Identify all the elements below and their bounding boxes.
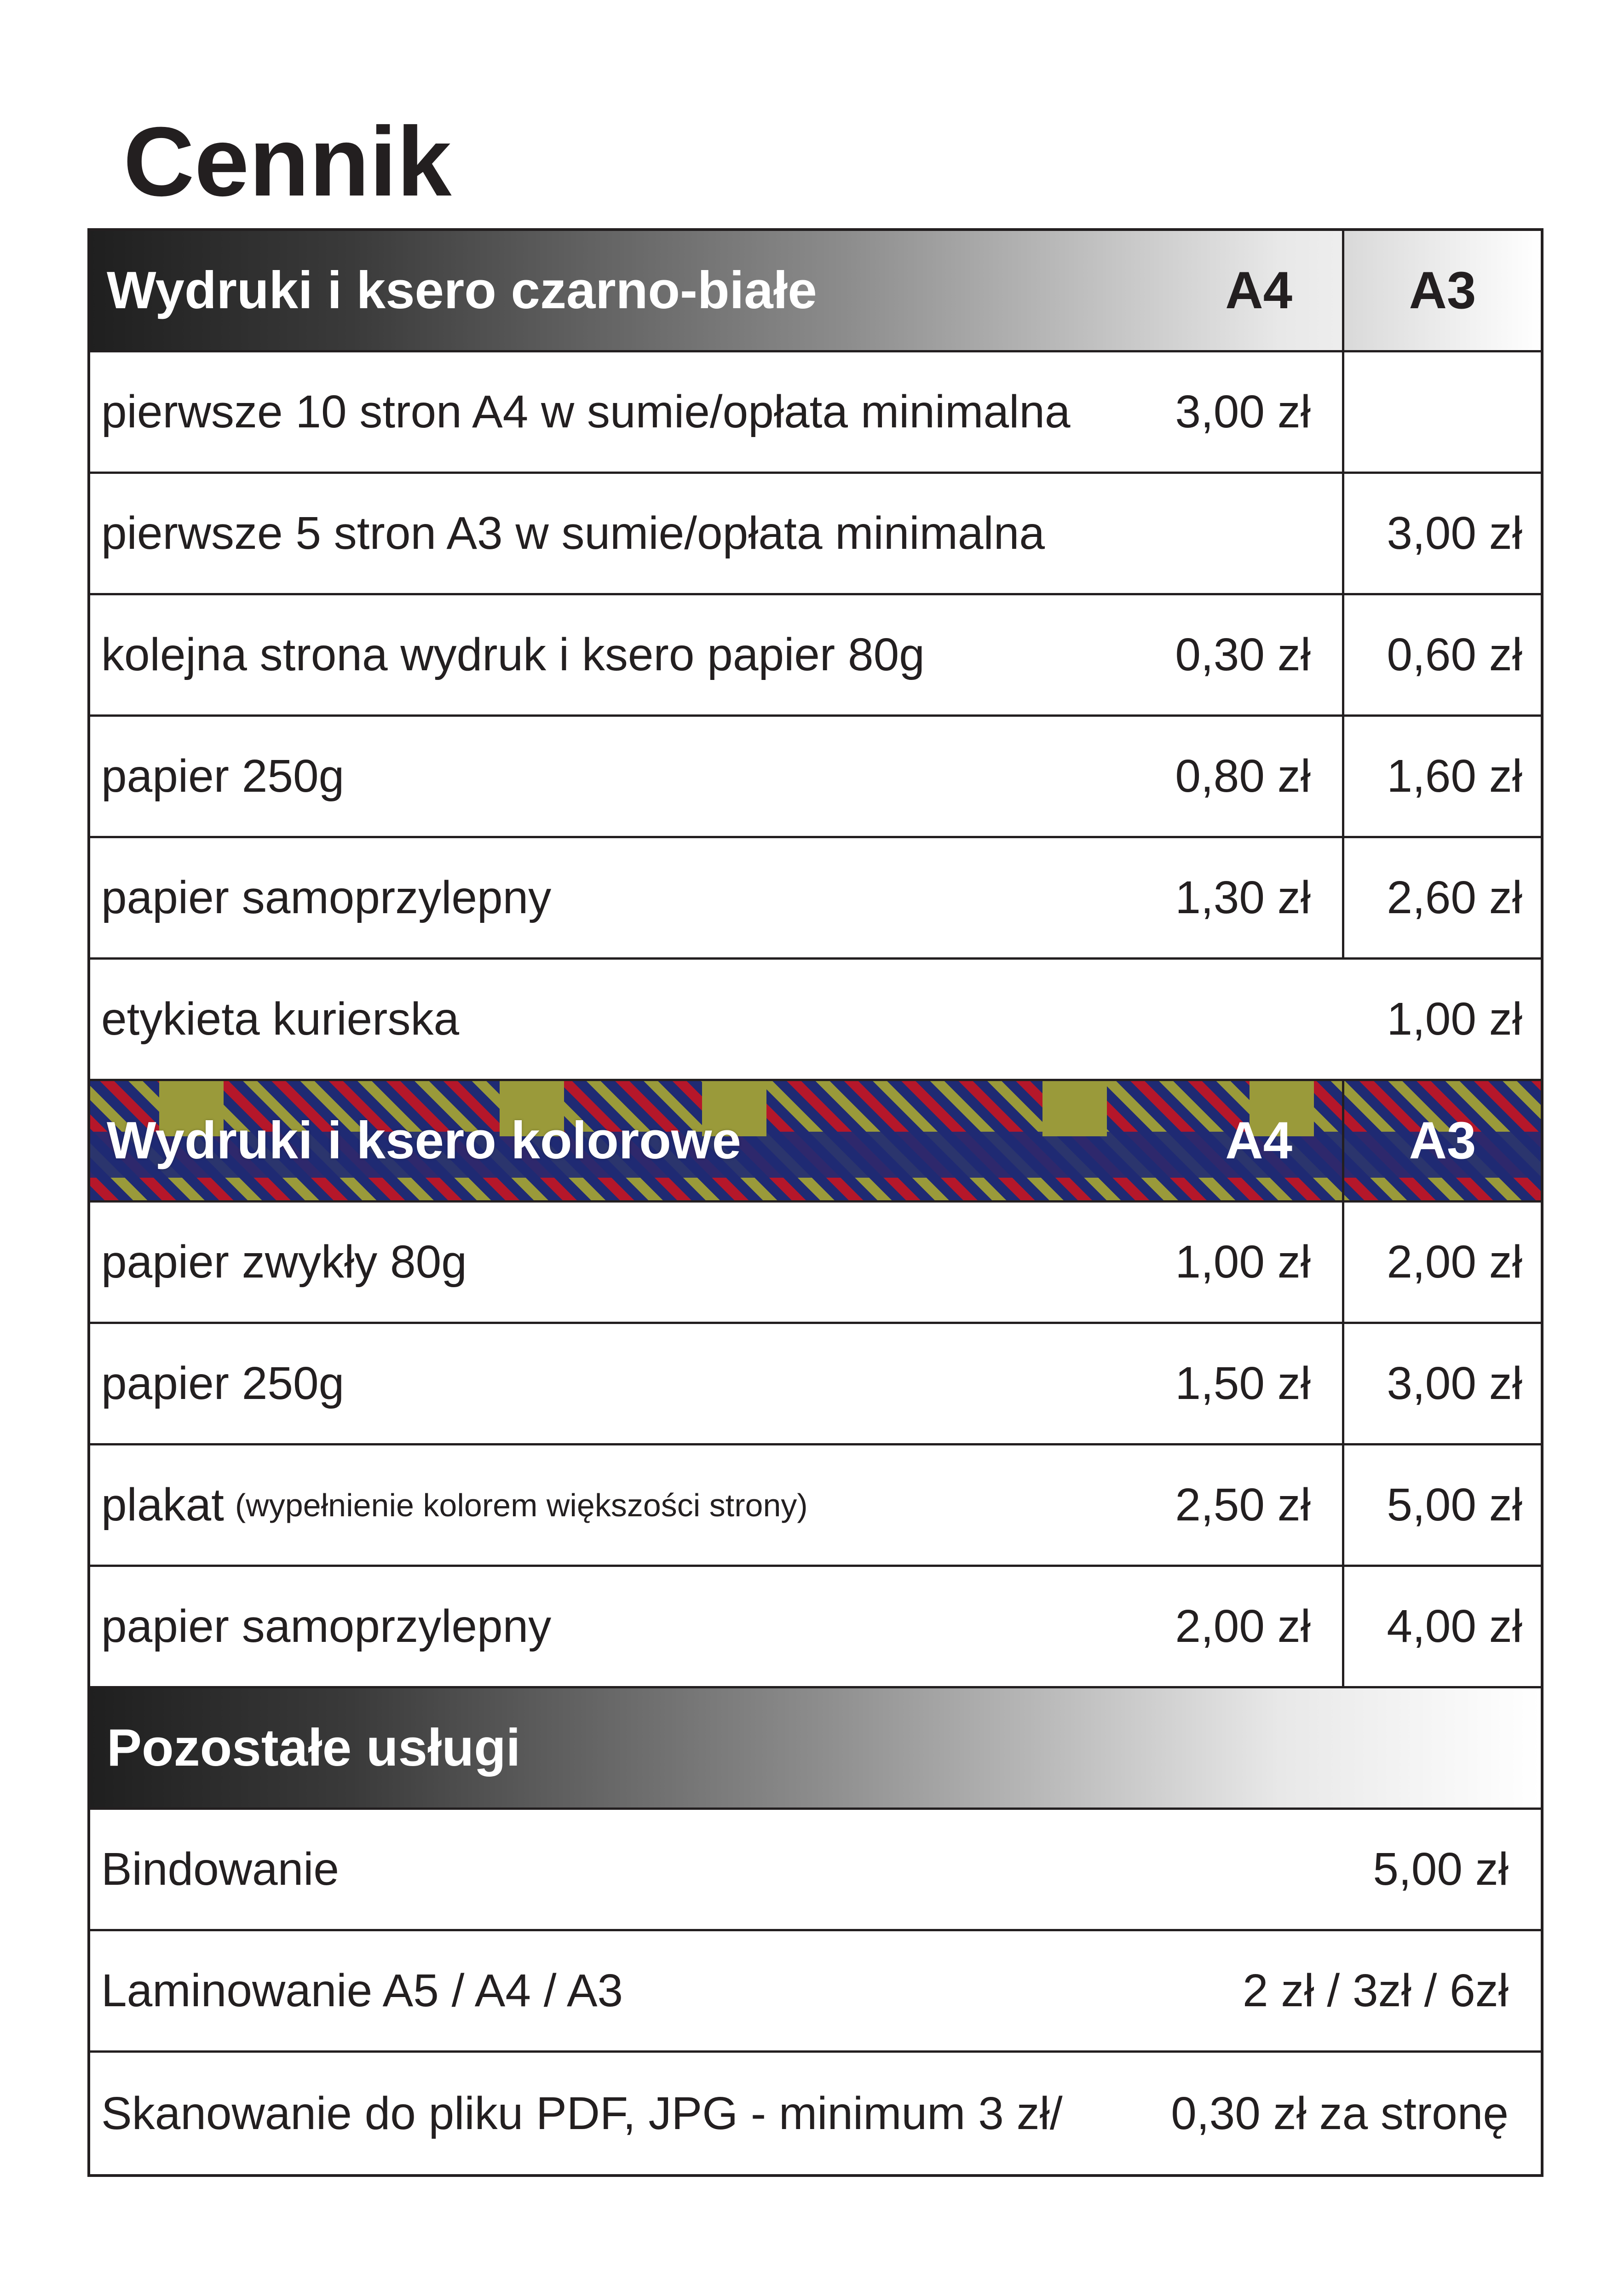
price-a4: 1,00 zł [1175, 1236, 1311, 1288]
service-price: 0,30 zł za stronę [1171, 2087, 1509, 2139]
price-a3: 5,00 zł [1342, 1445, 1541, 1565]
price-row [90, 474, 1541, 595]
price-row [90, 1203, 1541, 1324]
service-row [90, 2053, 1541, 2174]
price-table [87, 228, 1543, 2177]
column-header-a3: A3 [1342, 1081, 1541, 1200]
row-label: pierwsze 5 stron A3 w sumie/opłata minimalna [101, 507, 1045, 559]
row-label: papier zwykły 80g [101, 1236, 467, 1288]
row-label: papier samoprzylepny [101, 1600, 552, 1652]
section-title-bw: Wydruki i ksero czarno-białe [107, 261, 817, 320]
price-row [90, 595, 1541, 717]
price-a3: 1,60 zł [1342, 717, 1541, 836]
section-header-other [90, 1688, 1541, 1810]
row-label: pierwsze 10 stron A4 w sumie/opłata minimalna [101, 386, 1071, 437]
price-a4 [1140, 474, 1334, 593]
row-label [101, 1445, 808, 1565]
row-label: Bindowanie [101, 1843, 340, 1895]
price-a3: 1,00 zł [1387, 993, 1522, 1045]
price-a3: 3,00 zł [1342, 1324, 1541, 1443]
row-label: Laminowanie A5 / A4 / A3 [101, 1965, 623, 2016]
row-label: papier samoprzylepny [101, 872, 552, 923]
row-label-text: plakat [101, 1479, 224, 1531]
price-a4: 3,00 zł [1175, 386, 1311, 437]
service-price: 2 zł / 3zł / 6zł [1243, 1965, 1509, 2016]
price-a4: 1,50 zł [1175, 1358, 1311, 1409]
price-a3: 0,60 zł [1342, 595, 1541, 714]
price-a3: 2,60 zł [1342, 838, 1541, 957]
section-header-bw [90, 231, 1541, 352]
section-title-color: Wydruki i ksero kolorowe [107, 1111, 741, 1170]
row-label-note: (wypełnienie kolorem większości strony) [235, 1487, 808, 1523]
header-pattern-block [1042, 1081, 1107, 1136]
page-title: Cennik [123, 107, 452, 217]
price-row [90, 960, 1541, 1081]
price-a3 [1342, 352, 1541, 472]
price-a4: 0,30 zł [1175, 629, 1311, 680]
row-label: kolejna strona wydruk i ksero papier 80g [101, 629, 925, 680]
column-header-a4: A4 [1225, 261, 1292, 320]
price-a3: 4,00 zł [1342, 1567, 1541, 1686]
price-a4: 0,80 zł [1175, 750, 1311, 802]
price-a3: 2,00 zł [1342, 1203, 1541, 1322]
price-row [90, 1445, 1541, 1567]
price-row [90, 1324, 1541, 1445]
price-row [90, 717, 1541, 838]
column-header-a3: A3 [1342, 231, 1541, 350]
row-label: papier 250g [101, 750, 345, 802]
price-a4: 2,00 zł [1175, 1600, 1311, 1652]
service-row [90, 1810, 1541, 1931]
price-a4: 1,30 zł [1175, 872, 1311, 923]
price-a4: 2,50 zł [1175, 1479, 1311, 1531]
service-row [90, 1931, 1541, 2053]
row-label: Skanowanie do pliku PDF, JPG - minimum 3 zł/ [101, 2087, 1063, 2139]
price-row [90, 1567, 1541, 1688]
column-header-a4: A4 [1225, 1111, 1292, 1170]
row-label: papier 250g [101, 1358, 345, 1409]
row-label: etykieta kurierska [101, 993, 460, 1045]
price-row [90, 838, 1541, 960]
price-a3: 3,00 zł [1342, 474, 1541, 593]
section-title-other: Pozostałe usługi [107, 1719, 521, 1777]
price-row [90, 352, 1541, 474]
section-header-color [90, 1081, 1541, 1203]
service-price: 5,00 zł [1373, 1843, 1509, 1895]
